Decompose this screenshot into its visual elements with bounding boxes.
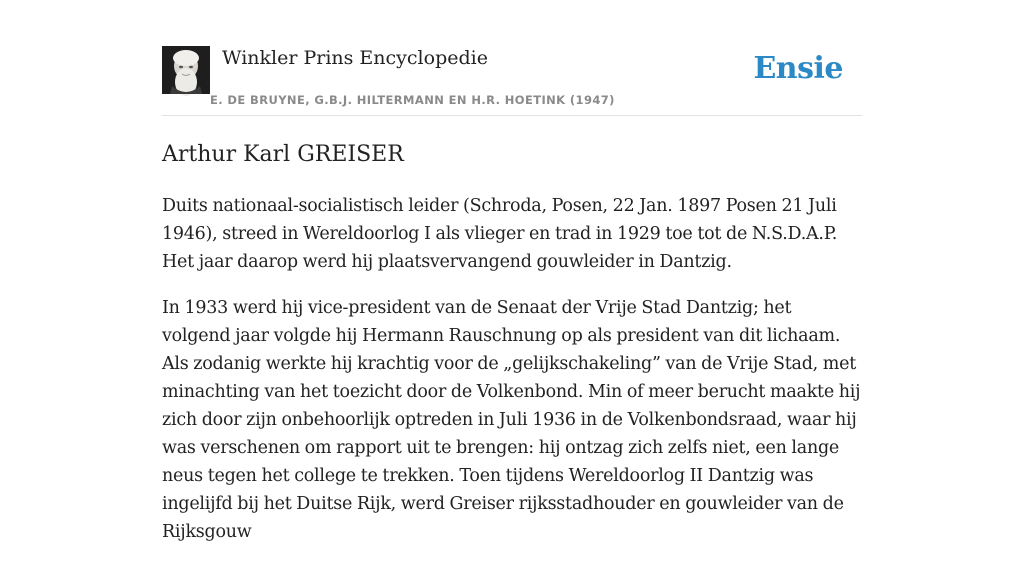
authors-line: E. DE BRUYNE, G.B.J. HILTERMANN EN H.R. HOETINK (1947) xyxy=(210,93,615,107)
encyclopedia-title[interactable]: Winkler Prins Encyclopedie xyxy=(222,47,488,69)
article xyxy=(162,138,862,564)
article-paragraph: Duits nationaal-socialistisch leider (Schroda, Posen, 22 Jan. 1897 Posen 21 Juli 1946), streed in Wereldoorlog I als vlieger en trad in 1929 toe tot de N.S.D.A.P. Het jaar daarop werd hij plaatsvervangend gouwleider in Dantzig. xyxy=(162,196,838,272)
article-title: Arthur Karl GREISER xyxy=(162,142,404,167)
ensie-logo-link[interactable]: Ensie xyxy=(753,51,843,86)
header xyxy=(162,46,862,116)
article-paragraph: In 1933 werd hij vice-president van de Senaat der Vrije Stad Dantzig; het volgend jaar volgde hij Hermann Rauschnung op als president van dit lichaam. Als zodanig werkte hij krachtig voor de „gelijkschakeling” van de Vrije Stad, met minachting van het toezicht door de Volkenbond. Min of meer berucht maakte hij zich door zijn onbehoorlijk optreden in Juli 1936 in de Volkenbondsraad, waar hij was verschenen om rapport uit te brengen: hij ontzag zich zelfs niet, een lange neus tegen het college te trekken. Toen tijdens Wereldoorlog II Dantzig was ingelijfd bij het Duitse Rijk, werd Greiser rijksstadhouder en gouwleider van de Rijksgouw xyxy=(162,298,861,542)
avatar[interactable] xyxy=(162,46,210,94)
bearded-portrait-icon xyxy=(162,46,210,94)
